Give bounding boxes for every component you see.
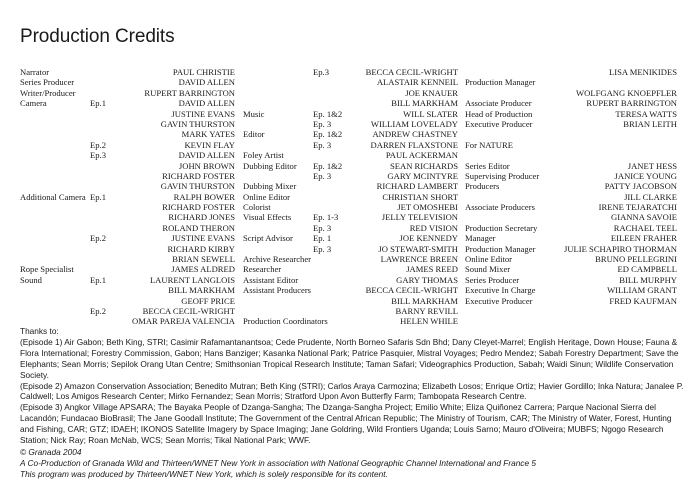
credit-name: PAUL ACKERMAN xyxy=(385,150,458,161)
credit-row xyxy=(20,161,245,171)
credit-name: GARY THOMAS xyxy=(396,274,458,285)
credit-row xyxy=(243,296,468,306)
credit-row xyxy=(243,264,468,274)
credit-role: Music xyxy=(243,108,265,119)
credit-role: Online Editor xyxy=(243,191,291,202)
credit-row xyxy=(465,129,687,139)
credit-name: LAURENT LANGLOIS xyxy=(149,274,235,285)
credit-row xyxy=(20,129,245,139)
credit-name: JAMES ALDRED xyxy=(171,264,235,275)
credit-name: GEOFF PRICE xyxy=(181,295,235,306)
credit-name: RUPERT BARRINGTON xyxy=(586,98,677,109)
credit-name: PAUL CHRISTIE xyxy=(172,67,235,77)
credit-role: Associate Producer xyxy=(465,98,532,109)
credit-name: TERESA WATTS xyxy=(615,108,677,119)
credit-row xyxy=(465,109,687,119)
credit-role: Sound Mixer xyxy=(465,264,511,275)
credit-row xyxy=(465,264,687,274)
credit-name: BECCA CECIL-WRIGHT xyxy=(365,67,458,77)
credit-name: BRIAN SEWELL xyxy=(172,254,235,265)
credit-name: GAVIN THURSTON xyxy=(160,181,235,192)
credit-row xyxy=(243,306,468,316)
credit-episode: Ep.2 xyxy=(90,233,106,244)
credit-row xyxy=(243,202,468,212)
credit-role: Dubbing Editor xyxy=(243,160,297,171)
credit-name: DAVID ALLEN xyxy=(178,77,235,88)
credit-row xyxy=(243,88,468,98)
credit-row xyxy=(20,275,245,285)
credit-name: JUSTINE EVANS xyxy=(171,233,235,244)
credit-row xyxy=(465,119,687,129)
credit-row xyxy=(20,296,245,306)
credit-name: WILLIAM LOVELADY xyxy=(370,118,458,129)
credit-name: GAVIN THURSTON xyxy=(160,118,235,129)
credit-role: Researcher xyxy=(243,264,282,275)
credit-row xyxy=(20,140,245,150)
credit-name: OMAR PAREJA VALENCIA xyxy=(132,316,235,327)
credit-row xyxy=(20,192,245,202)
credit-row xyxy=(243,119,468,129)
credit-role: Producers xyxy=(465,181,500,192)
credit-name: GARY MCINTYRE xyxy=(387,170,458,181)
credit-row xyxy=(465,296,687,306)
credit-episode: Ep. 1 xyxy=(313,233,332,244)
credit-row xyxy=(20,264,245,274)
credit-row xyxy=(243,140,468,150)
credit-role: Dubbing Mixer xyxy=(243,181,297,192)
credit-row xyxy=(465,77,687,87)
credit-row xyxy=(20,109,245,119)
credit-row xyxy=(465,98,687,108)
credit-row xyxy=(20,285,245,295)
credit-row xyxy=(20,119,245,129)
credit-row xyxy=(243,285,468,295)
credit-name: RICHARD FOSTER xyxy=(162,170,235,181)
credit-name: SEAN RICHARDS xyxy=(389,160,458,171)
credit-episode: Ep. 3 xyxy=(313,222,332,233)
credit-row xyxy=(465,150,687,160)
credit-role: Archive Researcher xyxy=(243,254,311,265)
credit-row xyxy=(243,150,468,160)
credit-name: JOE KENNEDY xyxy=(399,233,458,244)
credit-name: JET OMOSHEBI xyxy=(397,202,458,213)
copyright-line: © Granada 2004 xyxy=(20,447,82,457)
credit-name: JUSTINE EVANS xyxy=(171,108,235,119)
credit-episode: Ep.3 xyxy=(313,67,329,77)
thanks-episode-2: (Episode 2) Amazon Conservation Association; Benedito Mutran; Beth King (STRI); Carlos Araya Carmozina; Elizabeth Losos; Enrique Ortiz; Havier Gordillo; Inka Natura; Janalee P. Caldwell; Los Amigos Research Center; Mirko Fernandez; Sean Morris; Stratford Upon Avon Butterfly Farm; Tambopata Research Centre. xyxy=(20,380,684,402)
credit-role: Manager xyxy=(465,233,496,244)
credit-role: Production Secretary xyxy=(465,222,538,233)
credit-episode: Ep. 3 xyxy=(313,170,332,181)
credit-row xyxy=(20,233,245,243)
credit-episode: Ep.1 xyxy=(90,98,106,109)
credit-episode: Ep. 1-3 xyxy=(313,212,339,223)
credit-role: Online Editor xyxy=(465,254,513,265)
credit-name: JO STEWART-SMITH xyxy=(378,243,458,254)
credit-episode: Ep. 1&2 xyxy=(313,129,343,140)
credit-name: DARREN FLAXSTONE xyxy=(370,139,458,150)
credit-episode: Ep.3 xyxy=(90,150,106,161)
credit-role: Editor xyxy=(243,129,265,140)
credit-name: ED CAMPBELL xyxy=(617,264,677,275)
credit-name: ANDREW CHASTNEY xyxy=(372,129,458,140)
credit-row xyxy=(465,161,687,171)
credit-role: Production Manager xyxy=(465,243,536,254)
credit-row xyxy=(465,212,687,222)
credit-role: Production Manager xyxy=(465,77,536,88)
credit-name: BRUNO PELLEGRINI xyxy=(595,254,677,265)
credits-column-left xyxy=(20,67,245,327)
credit-row xyxy=(20,181,245,191)
credit-row xyxy=(465,171,687,181)
credit-role: Executive In Charge xyxy=(465,285,536,296)
coproduction-line: A Co-Production of Granada Wild and Thirteen/WNET New York in association with National Geographic Channel International and France 5 xyxy=(20,457,536,468)
thanks-section xyxy=(20,326,685,446)
credit-row xyxy=(465,202,687,212)
credit-role: Executive Producer xyxy=(465,295,533,306)
credit-name: RUPERT BARRINGTON xyxy=(144,87,235,98)
credit-row xyxy=(20,67,245,77)
credit-row xyxy=(243,98,468,108)
credit-name: JOHN BROWN xyxy=(178,160,235,171)
credit-name: JELLY TELEVISION xyxy=(381,212,458,223)
credit-role: Script Advisor xyxy=(243,233,293,244)
credit-role: Supervising Producer xyxy=(465,170,540,181)
credit-name: LAWRENCE BREEN xyxy=(380,254,458,265)
credit-role: Sound xyxy=(20,274,42,285)
footer xyxy=(20,447,685,479)
credit-row xyxy=(20,212,245,222)
credit-name: WILL SLATER xyxy=(403,108,458,119)
credit-name: CHRISTIAN SHORT xyxy=(382,191,458,202)
credit-role: Visual Effects xyxy=(243,212,292,223)
credit-row xyxy=(465,223,687,233)
credit-role: Production Coordinators xyxy=(243,316,328,327)
credit-episode: Ep.1 xyxy=(90,191,106,202)
credit-role: Series Producer xyxy=(465,274,520,285)
credit-role: Camera xyxy=(20,98,47,109)
credit-row xyxy=(243,67,468,77)
credit-episode: Ep. 1&2 xyxy=(313,108,343,119)
credit-role: Rope Specialist xyxy=(20,264,74,275)
credit-name: JOE KNAUER xyxy=(405,87,458,98)
credit-name: ROLAND THERON xyxy=(162,222,235,233)
credit-name: BARNY REVILL xyxy=(395,305,458,316)
credit-row xyxy=(465,254,687,264)
credit-name: JULIE SCHAPIRO THORMAN xyxy=(563,243,677,254)
credit-name: RED VISION xyxy=(409,222,458,233)
credit-row xyxy=(243,275,468,285)
credit-name: BECCA CECIL-WRIGHT xyxy=(142,305,235,316)
page-title: Production Credits xyxy=(20,26,175,47)
credit-name: RALPH BOWER xyxy=(173,191,235,202)
credit-name: PATTY JACOBSON xyxy=(604,181,677,192)
credit-name: HELEN WHILE xyxy=(400,316,458,327)
credit-row xyxy=(243,192,468,202)
credit-row xyxy=(20,171,245,181)
credit-row xyxy=(465,181,687,191)
credit-row xyxy=(243,212,468,222)
thanks-episode-1: (Episode 1) Air Gabon; Beth King, STRI; Casimir Rafamantanantsoa; Cede Prudente, North Borneo Safaris Sdn Bhd; Dany Cleyet-Marrel; English Heritage, Down House; Fauna & Flora International; Forestry Commission, Gabon; Hans Banziger; Kasanka National Park; Patrice Pasquier, Mistral Voyages; Pedro Mendez; Sabah Forestry Department; Save the Elephants; Sean Morris; Sepilok Orang Utan Centre; Smithsonian Tropical Research Institute; Taman Safari; Videographics Production, Sabah; Waidi Sinun; Wildlife Conservation Society. xyxy=(20,336,679,380)
credit-episode: Ep. 3 xyxy=(313,243,332,254)
credit-role: Assistant Editor xyxy=(243,274,299,285)
credit-row xyxy=(465,275,687,285)
credits-column-right xyxy=(465,67,687,306)
thanks-heading: Thanks to: xyxy=(20,326,59,336)
credit-episode: Ep. 1&2 xyxy=(313,160,343,171)
credit-row xyxy=(20,77,245,87)
credit-name: JILL CLARKE xyxy=(624,191,677,202)
credit-role: Narrator xyxy=(20,67,50,77)
credit-role: For NATURE xyxy=(465,139,513,150)
credit-row xyxy=(243,244,468,254)
credit-episode: Ep.2 xyxy=(90,139,106,150)
credit-row xyxy=(20,254,245,264)
credit-role: Additional Camera xyxy=(20,191,86,202)
credit-name: JANET HESS xyxy=(627,160,677,171)
credit-row xyxy=(465,88,687,98)
credit-row xyxy=(465,192,687,202)
credit-name: RACHAEL TEEL xyxy=(613,222,677,233)
credit-episode: Ep. 3 xyxy=(313,139,332,150)
credit-role: Series Producer xyxy=(20,77,75,88)
credit-name: FRED KAUFMAN xyxy=(609,295,677,306)
credit-name: RICHARD FOSTER xyxy=(162,202,235,213)
credit-role: Head of Production xyxy=(465,108,533,119)
credit-row xyxy=(465,244,687,254)
credit-name: DAVID ALLEN xyxy=(178,98,235,109)
credit-row xyxy=(243,109,468,119)
thanks-episode-3: (Episode 3) Angkor Village APSARA; The Bayaka People of Dzanga-Sangha; The Dzanga-Sangha Project; Emilio White; Eliza Quiñonez Carrera; Parque Nacional Sierra del Lacandón; Fundacao BioBrasil; The Jane Goodall Institute; The Government of the Central African Republic; The Ministry of Tourism, CAR; The Ministry of Water, Forest, Hunting and Fishing, CAR; GTZ; IDAEH; IKONOS Satellite Imagery by Space Imaging; Jane Goldring, Wild Frontiers Uganda; Louis Sarno; Mauro d'Oliveira; MUBFS; Ngogo Research Station; Nick Ray; Roan McNab, WCS; Sean Morris; Tikal National Park; WWF. xyxy=(20,402,672,446)
credit-name: ALASTAIR KENNEIL xyxy=(376,77,458,88)
credit-row xyxy=(20,98,245,108)
credit-row xyxy=(20,223,245,233)
credit-role: Associate Producers xyxy=(465,202,535,213)
credit-row xyxy=(243,129,468,139)
credit-name: BILL MARKHAM xyxy=(391,295,458,306)
credit-name: JANICE YOUNG xyxy=(614,170,677,181)
credit-row xyxy=(243,254,468,264)
credit-row xyxy=(465,285,687,295)
credit-row xyxy=(20,244,245,254)
credit-name: EILEEN FRAHER xyxy=(610,233,677,244)
credit-name: BILL MARKHAM xyxy=(168,285,235,296)
credit-role: Foley Artist xyxy=(243,150,284,161)
credit-row xyxy=(465,67,687,77)
credit-row xyxy=(20,306,245,316)
credit-name: WILLIAM GRANT xyxy=(607,285,677,296)
credit-name: IRENE TEJARATCHI xyxy=(598,202,677,213)
credit-row xyxy=(20,202,245,212)
credit-row xyxy=(243,181,468,191)
credit-name: BILL MURPHY xyxy=(619,274,677,285)
credit-role: Series Editor xyxy=(465,160,510,171)
credit-role: Writer/Producer xyxy=(20,87,76,98)
credit-episode: Ep.2 xyxy=(90,305,106,316)
credit-row xyxy=(243,233,468,243)
credit-row xyxy=(465,233,687,243)
credit-name: WOLFGANG KNOEPFLER xyxy=(576,87,677,98)
credit-name: GIANNA SAVOIE xyxy=(611,212,677,223)
credit-name: RICHARD JONES xyxy=(168,212,235,223)
credit-row xyxy=(20,88,245,98)
credit-name: MARK YATES xyxy=(181,129,235,140)
responsibility-line: This program was produced by Thirteen/WNET New York, which is solely responsible for its content. xyxy=(20,468,388,479)
credit-row xyxy=(243,161,468,171)
credit-row xyxy=(20,150,245,160)
credit-name: LISA MENIKIDES xyxy=(608,67,677,77)
credit-name: DAVID ALLEN xyxy=(178,150,235,161)
credit-row xyxy=(243,171,468,181)
credits-column-middle xyxy=(243,67,468,327)
credit-name: JAMES REED xyxy=(406,264,458,275)
credit-role: Assistant Producers xyxy=(243,285,312,296)
credit-name: BRIAN LEITH xyxy=(623,118,677,129)
credit-name: BECCA CECIL-WRIGHT xyxy=(365,285,458,296)
credit-role: Colorist xyxy=(243,202,271,213)
credit-row xyxy=(243,223,468,233)
credit-row xyxy=(243,77,468,87)
credit-row xyxy=(465,140,687,150)
credit-name: KEVIN FLAY xyxy=(184,139,235,150)
credit-name: RICHARD KIRBY xyxy=(167,243,235,254)
credit-episode: Ep.1 xyxy=(90,274,106,285)
credit-name: RICHARD LAMBERT xyxy=(376,181,458,192)
credit-episode: Ep. 3 xyxy=(313,118,332,129)
credit-role: Executive Producer xyxy=(465,118,533,129)
credit-name: BILL MARKHAM xyxy=(391,98,458,109)
